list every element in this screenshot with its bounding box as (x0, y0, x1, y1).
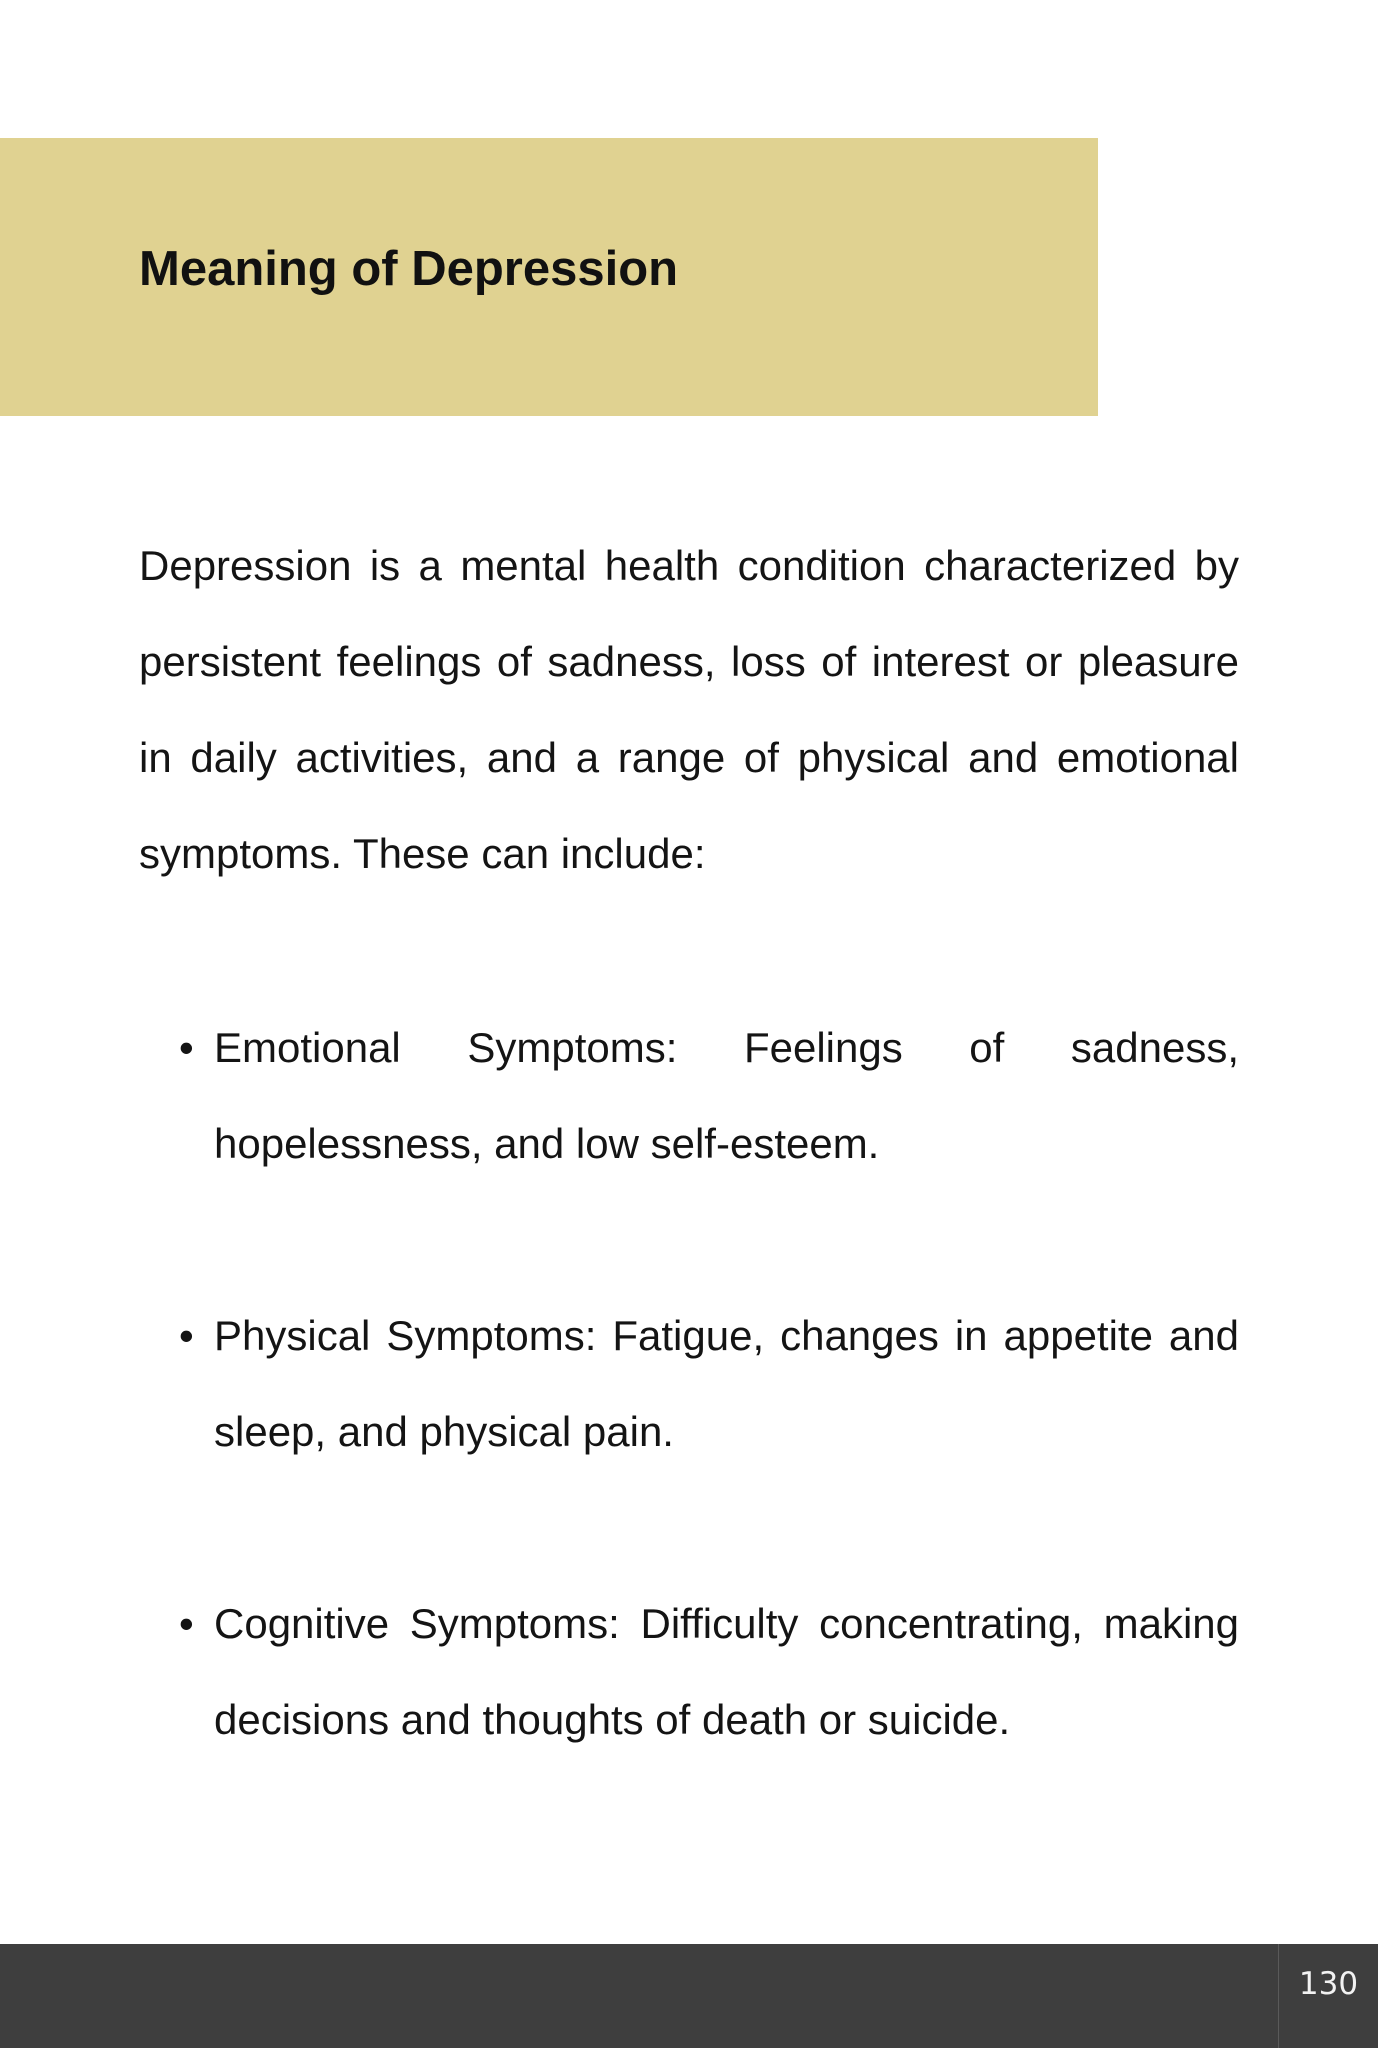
intro-paragraph: Depression is a mental health condition characterized by persistent feelings of sadness, loss of interest or pleasure in daily activities, and a range of physical and emotional symptoms. These can include: (139, 542, 1239, 877)
list-item-text: Emotional Symptoms: Feelings of sadness, hopelessness, and low self-esteem. (214, 1024, 1239, 1167)
list-item-physical (139, 1288, 1239, 1480)
list-item-emotional (139, 1000, 1239, 1192)
list-item-text: Physical Symptoms: Fatigue, changes in appetite and sleep, and physical pain. (214, 1312, 1239, 1455)
list-item-cognitive (139, 1576, 1239, 1768)
bullet-icon: • (179, 1024, 194, 1071)
bullet-icon: • (179, 1312, 194, 1359)
page-number: 130 (1298, 1966, 1359, 2002)
bullet-icon: • (179, 1600, 194, 1647)
page-number-box (1278, 1944, 1378, 2048)
list-item-text: Cognitive Symptoms: Difficulty concentrating, making decisions and thoughts of death or suicide. (214, 1600, 1239, 1743)
footer-bar (0, 1944, 1378, 2048)
page-title: Meaning of Depression (139, 242, 679, 296)
